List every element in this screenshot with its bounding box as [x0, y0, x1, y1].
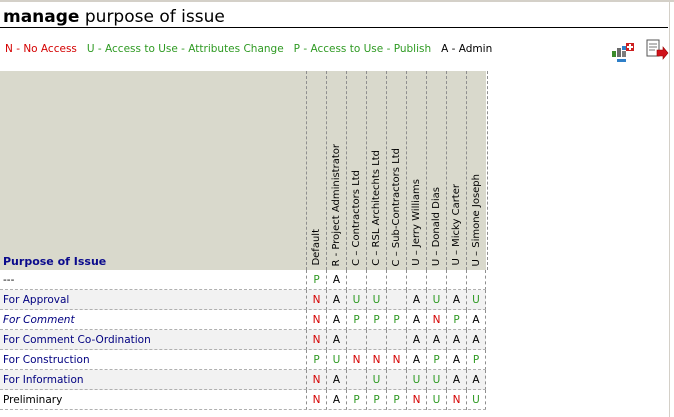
permission-cell[interactable]: N: [306, 390, 326, 410]
column-header: [366, 71, 387, 270]
purpose-label: Preliminary: [3, 394, 63, 406]
permission-cell[interactable]: A: [326, 270, 346, 290]
page-title-rest: purpose of issue: [79, 7, 225, 27]
permission-cell[interactable]: A: [326, 370, 346, 390]
purpose-label: ---: [3, 274, 15, 286]
permission-cell[interactable]: U: [366, 290, 386, 310]
table-row: [0, 330, 486, 350]
permission-cell[interactable]: U: [466, 290, 486, 310]
permission-cell[interactable]: P: [386, 310, 406, 330]
add-user-permissions-button[interactable]: [611, 42, 635, 64]
permission-cell[interactable]: U: [426, 290, 446, 310]
permission-cell[interactable]: N: [306, 330, 326, 350]
permission-cell[interactable]: N: [446, 390, 466, 410]
permission-cell[interactable]: U: [366, 370, 386, 390]
window-top-border: [0, 0, 674, 2]
permission-cell[interactable]: U: [466, 390, 486, 410]
purpose-of-issue-header: Purpose of Issue: [3, 255, 107, 268]
column-header: [326, 71, 347, 270]
permission-cell[interactable]: A: [406, 290, 426, 310]
window-right-border: [669, 0, 670, 417]
permission-cell[interactable]: P: [346, 310, 366, 330]
permission-cell[interactable]: U: [346, 290, 366, 310]
permission-cell[interactable]: A: [466, 310, 486, 330]
column-header: [406, 71, 427, 270]
legend-item-p: P - Access to Use - Publish: [293, 43, 432, 55]
table-row: [0, 310, 486, 330]
permission-cell[interactable]: U: [426, 370, 446, 390]
column-header: [386, 71, 407, 270]
row-divider: [0, 409, 486, 410]
permission-cell[interactable]: A: [446, 370, 466, 390]
permission-cell[interactable]: A: [446, 330, 466, 350]
page-title-bold: manage: [3, 7, 80, 27]
table-row: [0, 370, 486, 390]
page-title: [3, 7, 225, 27]
permission-cell[interactable]: U: [326, 350, 346, 370]
column-header-label: U – Simone Joseph: [471, 173, 482, 266]
permission-cell[interactable]: [366, 270, 386, 290]
permission-cell[interactable]: [466, 270, 486, 290]
permission-cell[interactable]: [346, 330, 366, 350]
column-header-label: U – Donald Dias: [431, 186, 442, 266]
permission-cell[interactable]: [386, 290, 406, 310]
permission-cell[interactable]: A: [406, 330, 426, 350]
export-report-icon: [645, 38, 669, 62]
table-row: [0, 270, 486, 290]
column-header: [426, 71, 447, 270]
permission-cell[interactable]: U: [406, 370, 426, 390]
permission-cell[interactable]: A: [326, 290, 346, 310]
permission-cell[interactable]: A: [446, 350, 466, 370]
column-header-label: C – RSL Architechts Ltd: [371, 150, 382, 266]
column-header: [306, 71, 327, 270]
title-underline: [0, 27, 668, 28]
permission-cell[interactable]: A: [466, 370, 486, 390]
permission-cell[interactable]: P: [346, 390, 366, 410]
permission-cell[interactable]: N: [366, 350, 386, 370]
column-header: [466, 71, 488, 270]
table-row: [0, 350, 486, 370]
column-header-label: C – Sub-Contractors Ltd: [391, 147, 402, 266]
permission-cell[interactable]: A: [326, 330, 346, 350]
permission-cell[interactable]: N: [306, 310, 326, 330]
permissions-legend: [5, 43, 502, 55]
table-row: [0, 290, 486, 310]
permission-cell[interactable]: A: [406, 350, 426, 370]
purpose-label[interactable]: For Information: [3, 374, 84, 386]
permission-cell[interactable]: P: [306, 350, 326, 370]
permission-cell[interactable]: N: [426, 310, 446, 330]
permission-cell[interactable]: N: [386, 350, 406, 370]
permission-cell[interactable]: N: [346, 350, 366, 370]
permission-cell[interactable]: [386, 270, 406, 290]
permission-cell[interactable]: P: [426, 350, 446, 370]
legend-item-u: U - Access to Use - Attributes Change: [86, 43, 284, 55]
column-header-label: Default: [311, 229, 322, 266]
add-user-permissions-icon: [611, 42, 635, 64]
permission-cell[interactable]: A: [326, 390, 346, 410]
purpose-label[interactable]: For Comment Co-Ordination: [3, 334, 151, 346]
permission-cell[interactable]: [366, 330, 386, 350]
column-header-label: U – Jerry Williams: [411, 179, 422, 266]
column-header: [346, 71, 367, 270]
table-row: [0, 390, 486, 410]
permission-cell[interactable]: N: [306, 370, 326, 390]
purpose-label[interactable]: For Comment: [3, 314, 75, 326]
purpose-label[interactable]: For Construction: [3, 354, 90, 366]
permission-cell[interactable]: P: [466, 350, 486, 370]
column-header-label: R - Project Administrator: [331, 143, 342, 266]
column-header-label: U – Micky Carter: [451, 184, 462, 266]
permission-cell[interactable]: [386, 330, 406, 350]
permission-cell[interactable]: P: [366, 310, 386, 330]
permission-cell[interactable]: A: [426, 330, 446, 350]
legend-item-n: N - No Access: [5, 43, 77, 55]
permission-cell[interactable]: N: [406, 390, 426, 410]
permission-cell[interactable]: [346, 370, 366, 390]
permission-cell[interactable]: U: [426, 390, 446, 410]
legend-item-a: A - Admin: [441, 43, 493, 55]
permission-cell[interactable]: A: [406, 310, 426, 330]
permission-cell[interactable]: P: [386, 390, 406, 410]
permission-cell[interactable]: P: [306, 270, 326, 290]
permission-cell[interactable]: [406, 270, 426, 290]
purpose-label[interactable]: For Approval: [3, 294, 70, 306]
permission-cell[interactable]: P: [366, 390, 386, 410]
permission-cell[interactable]: A: [466, 330, 486, 350]
export-report-button[interactable]: [645, 38, 669, 60]
permission-cell[interactable]: [386, 370, 406, 390]
permission-cell[interactable]: [446, 270, 466, 290]
column-header: [446, 71, 467, 270]
permission-cell[interactable]: N: [306, 290, 326, 310]
permission-cell[interactable]: A: [326, 310, 346, 330]
permission-cell[interactable]: A: [446, 290, 466, 310]
column-header-label: C – Contractors Ltd: [351, 170, 362, 266]
permission-cell[interactable]: [346, 270, 366, 290]
permission-cell[interactable]: [426, 270, 446, 290]
permission-cell[interactable]: P: [446, 310, 466, 330]
